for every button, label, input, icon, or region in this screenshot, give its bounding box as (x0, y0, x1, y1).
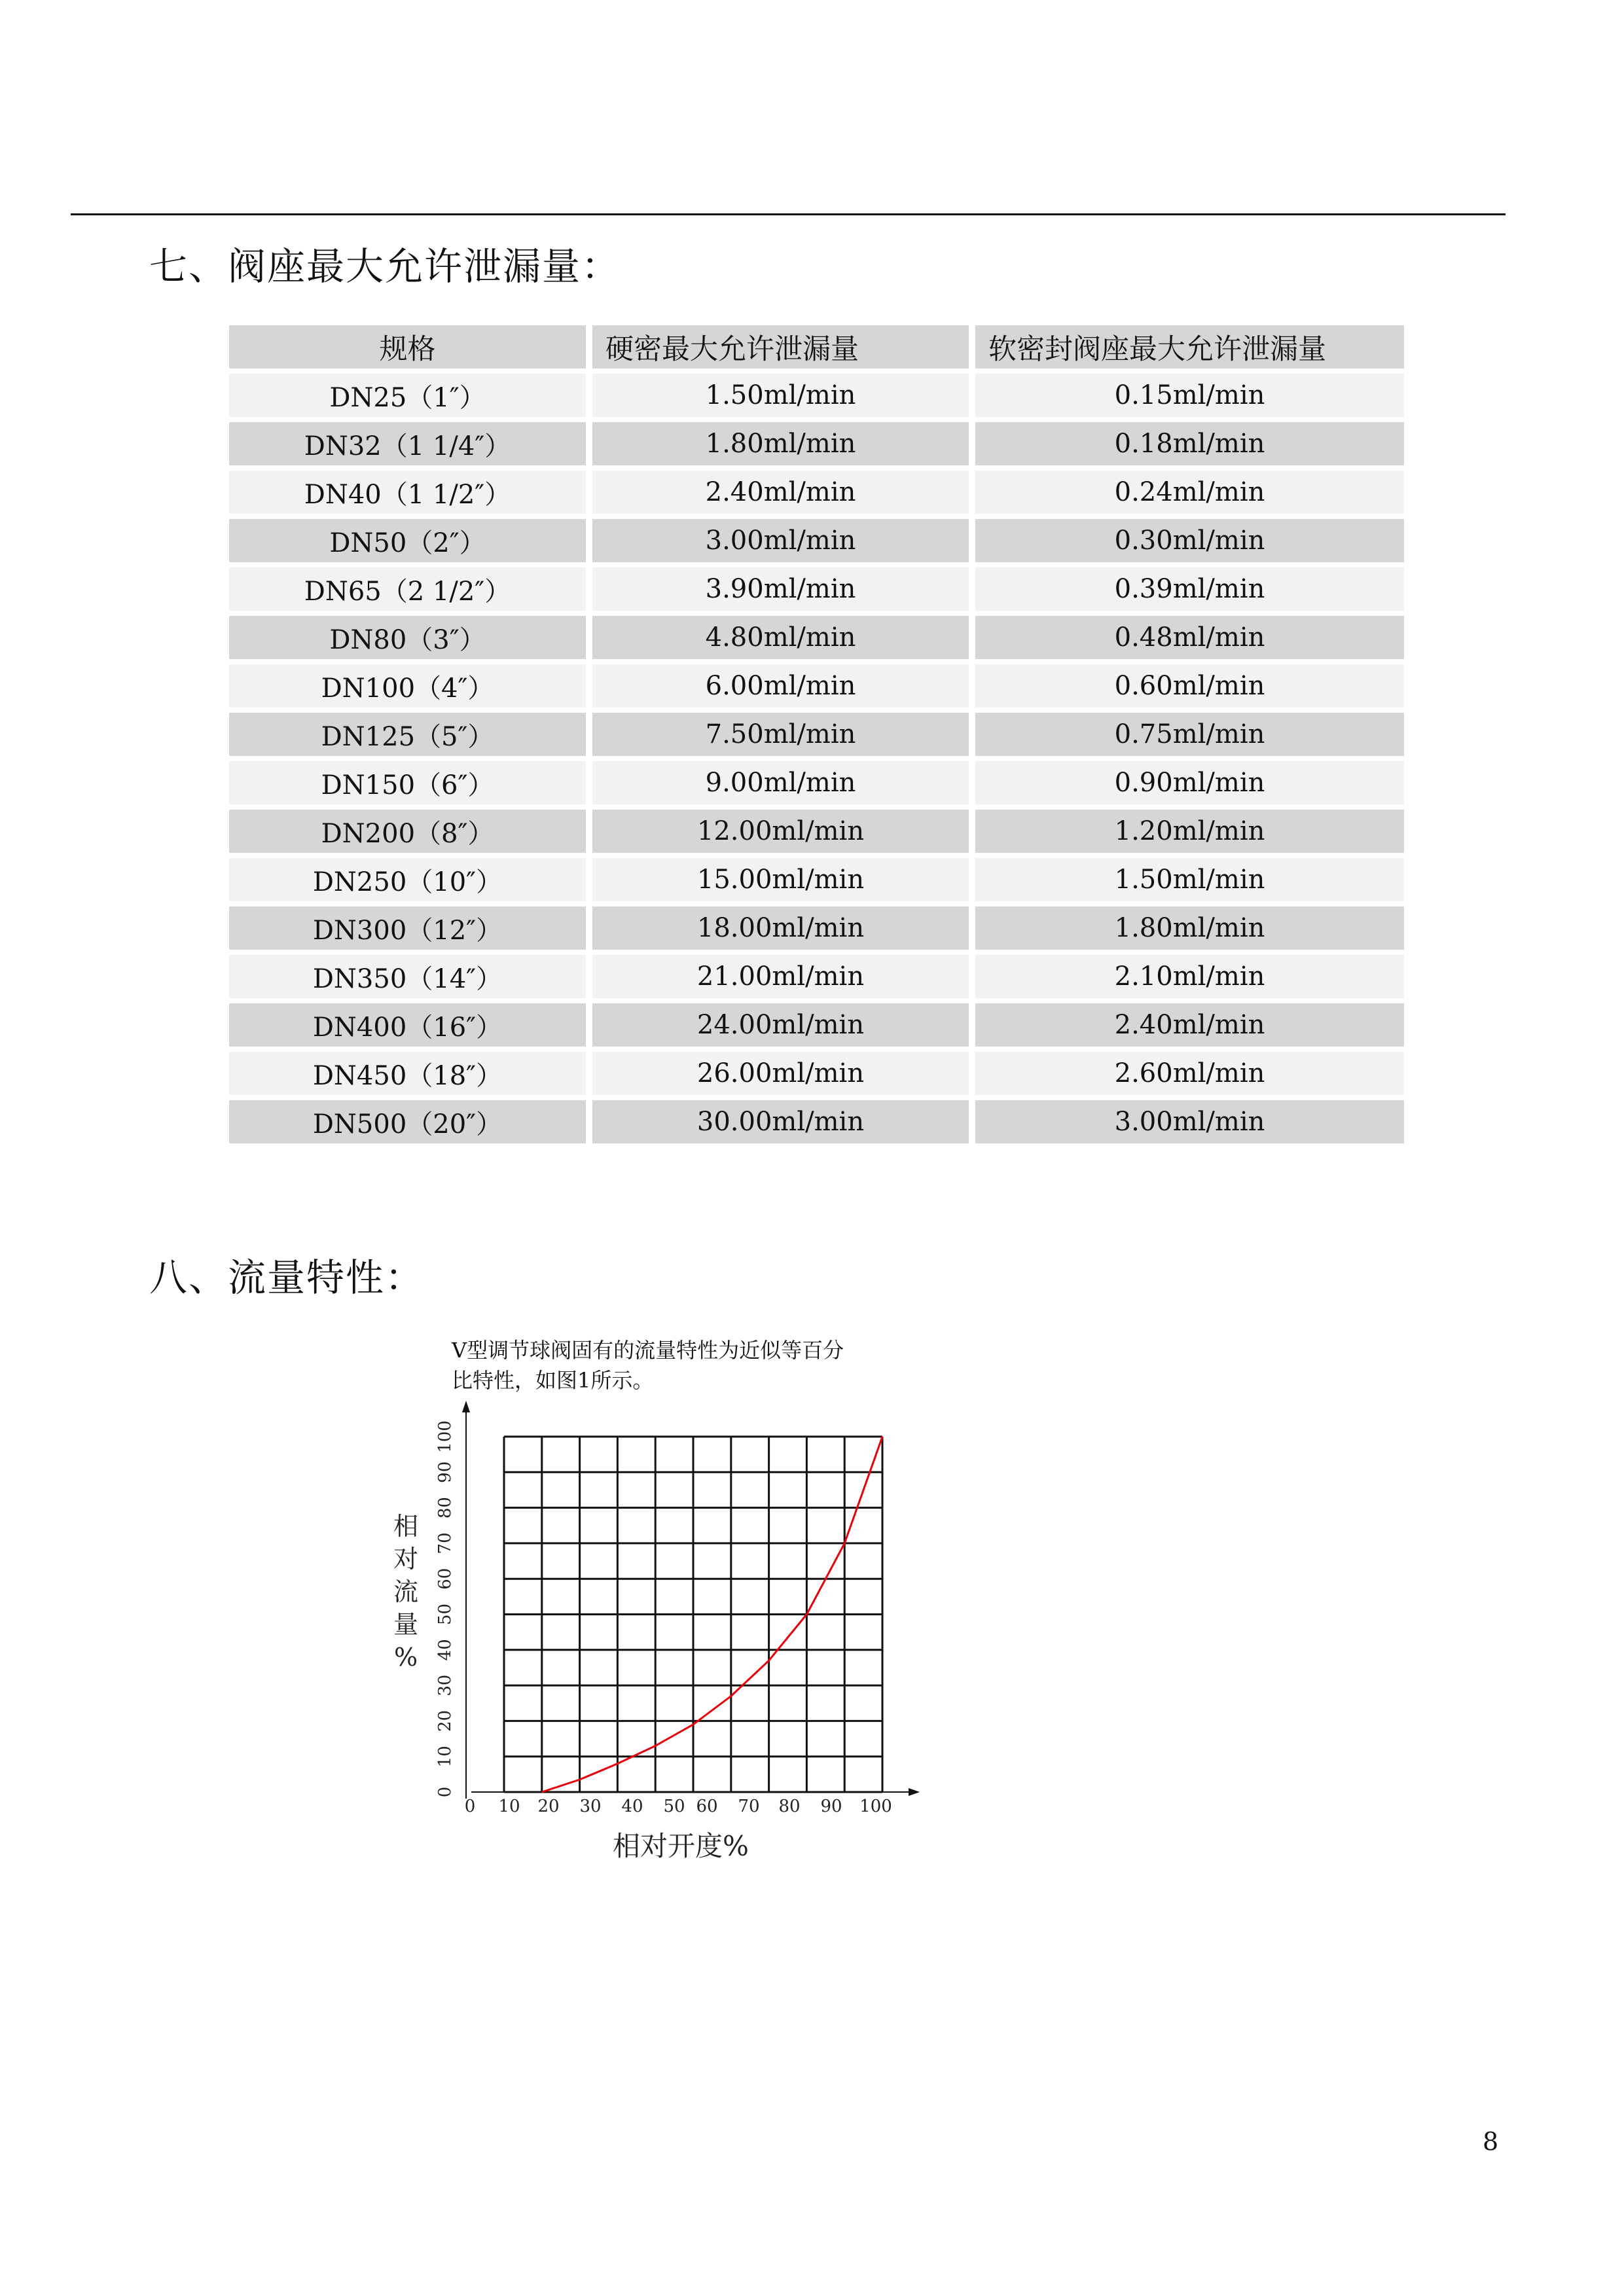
cell-hard-seal: 24.00ml/min (592, 1003, 969, 1047)
cell-hard-seal: 15.00ml/min (592, 858, 969, 901)
cell-soft-seal: 2.10ml/min (975, 955, 1404, 998)
cell-spec: DN400（16″） (229, 1003, 586, 1047)
cell-hard-seal: 1.80ml/min (592, 422, 969, 465)
cell-hard-seal: 26.00ml/min (592, 1052, 969, 1095)
cell-hard-seal: 21.00ml/min (592, 955, 969, 998)
x-tick-label: 60 (696, 1797, 718, 1816)
section-8-title: 八、流量特性： (149, 1255, 425, 1300)
cell-soft-seal: 0.24ml/min (975, 471, 1404, 514)
cell-soft-seal: 1.20ml/min (975, 810, 1404, 853)
x-axis-arrow-icon (909, 1788, 920, 1796)
cell-soft-seal: 3.00ml/min (975, 1100, 1404, 1143)
x-tick-label: 90 (820, 1797, 842, 1816)
y-axis-label-char: 量 (393, 1610, 419, 1639)
cell-spec: DN450（18″） (229, 1052, 586, 1095)
cell-soft-seal: 0.75ml/min (975, 713, 1404, 756)
cell-hard-seal: 3.00ml/min (592, 519, 969, 562)
y-tick-label: 50 (435, 1603, 455, 1626)
section-7-title: 七、阀座最大允许泄漏量： (149, 244, 621, 289)
cell-spec: DN500（20″） (229, 1100, 586, 1143)
header-hard-seal: 硬密最大允许泄漏量 (592, 325, 969, 368)
cell-hard-seal: 7.50ml/min (592, 713, 969, 756)
x-tick-label: 30 (579, 1797, 602, 1816)
x-tick-label: 100 (859, 1797, 892, 1816)
y-tick-label: 0 (435, 1786, 455, 1798)
y-tick-label: 10 (435, 1746, 455, 1768)
cell-spec: DN200（8″） (229, 810, 586, 853)
cell-spec: DN32（1 1/4″） (229, 422, 586, 465)
x-tick-label: 70 (738, 1797, 760, 1816)
cell-spec: DN40（1 1/2″） (229, 471, 586, 514)
y-axis-arrow-icon (462, 1401, 470, 1412)
cell-hard-seal: 4.80ml/min (592, 616, 969, 659)
x-tick-label: 10 (498, 1797, 520, 1816)
y-tick-label: 90 (435, 1461, 455, 1483)
cell-soft-seal: 0.18ml/min (975, 422, 1404, 465)
cell-soft-seal: 0.30ml/min (975, 519, 1404, 562)
y-axis-label-char: % (393, 1643, 418, 1672)
y-axis-label-char: 相 (393, 1512, 419, 1541)
chart-description-line-2: 比特性，如图1所示。 (452, 1368, 654, 1393)
y-tick-label: 60 (435, 1568, 455, 1590)
cell-spec: DN65（2 1/2″） (229, 567, 586, 611)
x-axis-label: 相对开度% (613, 1830, 749, 1862)
cell-spec: DN300（12″） (229, 906, 586, 950)
cell-hard-seal: 9.00ml/min (592, 761, 969, 804)
x-tick-label: 40 (621, 1797, 643, 1816)
x-tick-label: 80 (778, 1797, 801, 1816)
cell-spec: DN125（5″） (229, 713, 586, 756)
cell-spec: DN250（10″） (229, 858, 586, 901)
cell-spec: DN100（4″） (229, 664, 586, 708)
cell-soft-seal: 1.50ml/min (975, 858, 1404, 901)
y-axis-label-char: 流 (393, 1577, 419, 1606)
cell-soft-seal: 0.90ml/min (975, 761, 1404, 804)
cell-hard-seal: 30.00ml/min (592, 1100, 969, 1143)
header-soft-seal: 软密封阀座最大允许泄漏量 (975, 325, 1404, 368)
page-number: 8 (1483, 2127, 1499, 2156)
y-tick-label: 80 (435, 1497, 455, 1519)
cell-spec: DN150（6″） (229, 761, 586, 804)
cell-soft-seal: 0.60ml/min (975, 664, 1404, 708)
cell-hard-seal: 18.00ml/min (592, 906, 969, 950)
header-spec: 规格 (229, 325, 586, 368)
cell-hard-seal: 3.90ml/min (592, 567, 969, 611)
y-tick-label: 100 (435, 1420, 455, 1453)
cell-soft-seal: 2.60ml/min (975, 1052, 1404, 1095)
cell-soft-seal: 0.15ml/min (975, 374, 1404, 417)
cell-soft-seal: 0.39ml/min (975, 567, 1404, 611)
y-tick-label: 70 (435, 1532, 455, 1554)
cell-spec: DN350（14″） (229, 955, 586, 998)
cell-hard-seal: 6.00ml/min (592, 664, 969, 708)
y-tick-label: 20 (435, 1710, 455, 1732)
x-tick-label: 0 (464, 1797, 476, 1816)
y-tick-label: 40 (435, 1639, 455, 1661)
cell-spec: DN80（3″） (229, 616, 586, 659)
cell-spec: DN25（1″） (229, 374, 586, 417)
cell-soft-seal: 0.48ml/min (975, 616, 1404, 659)
cell-hard-seal: 12.00ml/min (592, 810, 969, 853)
y-axis-label-char: 对 (393, 1545, 419, 1573)
x-tick-label: 50 (663, 1797, 685, 1816)
cell-soft-seal: 1.80ml/min (975, 906, 1404, 950)
y-tick-label: 30 (435, 1674, 455, 1696)
cell-spec: DN50（2″） (229, 519, 586, 562)
x-tick-label: 20 (537, 1797, 560, 1816)
cell-hard-seal: 2.40ml/min (592, 471, 969, 514)
chart-description-line-1: V型调节球阀固有的流量特性为近似等百分 (452, 1338, 844, 1363)
cell-soft-seal: 2.40ml/min (975, 1003, 1404, 1047)
cell-hard-seal: 1.50ml/min (592, 374, 969, 417)
